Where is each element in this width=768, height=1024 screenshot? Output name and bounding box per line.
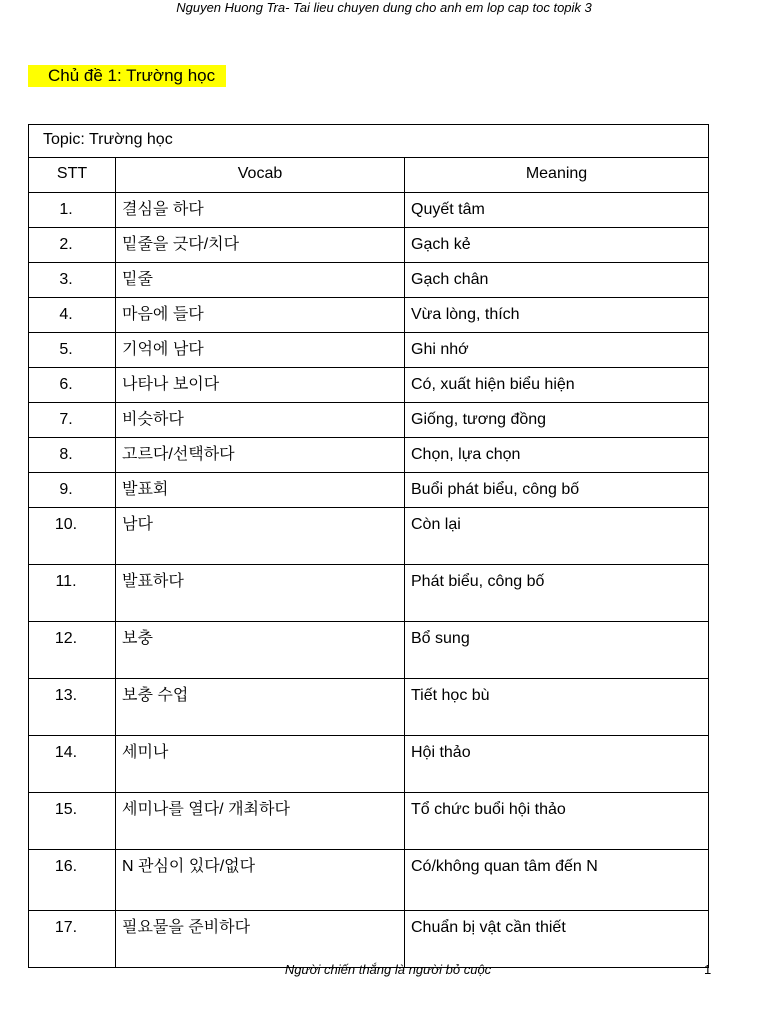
table-row <box>29 565 709 622</box>
row-meaning: Buổi phát biểu, công bố <box>411 481 580 498</box>
row-number: 14. <box>54 744 78 761</box>
table-topic-label: Topic: Trường học <box>43 131 173 148</box>
table-row <box>29 736 709 793</box>
row-meaning: Chọn, lựa chọn <box>411 446 521 463</box>
row-meaning: Ghi nhớ <box>411 341 469 358</box>
table-row <box>29 622 709 679</box>
row-number: 16. <box>54 858 78 875</box>
row-meaning: Bổ sung <box>411 630 470 647</box>
row-number: 13. <box>54 687 78 704</box>
table-row <box>29 228 709 263</box>
row-number: 11. <box>55 573 77 590</box>
row-vocab: 발표회 <box>122 481 169 498</box>
row-vocab: 필요물을 준비하다 <box>122 919 251 936</box>
table-row <box>29 193 709 228</box>
table-row <box>29 403 709 438</box>
table-row <box>29 679 709 736</box>
row-number: 1. <box>59 201 73 218</box>
row-vocab: 비슷하다 <box>122 411 184 428</box>
row-number: 5. <box>59 341 73 358</box>
row-number: 15. <box>54 801 78 818</box>
table-header-row <box>29 158 709 193</box>
row-vocab: 보충 수업 <box>122 687 189 704</box>
row-vocab: 보충 <box>122 630 153 647</box>
row-number: 7. <box>59 411 73 428</box>
row-vocab: 남다 <box>122 516 153 533</box>
column-header-vocab: Vocab <box>237 165 283 182</box>
row-meaning: Vừa lòng, thích <box>411 306 520 323</box>
row-meaning: Chuẩn bị vật cần thiết <box>411 919 566 936</box>
footer-text: Người chiến thắng là người bỏ cuộc <box>284 962 492 977</box>
row-number: 17. <box>54 919 78 936</box>
column-header-meaning: Meaning <box>525 165 588 182</box>
row-number: 10. <box>54 516 78 533</box>
row-number: 2. <box>59 236 73 253</box>
row-meaning: Hội thảo <box>411 744 471 761</box>
page-header: Nguyen Huong Tra- Tai lieu chuyen dung cho anh em lop cap toc topik 3 <box>176 0 592 15</box>
row-number: 12. <box>54 630 78 647</box>
row-meaning: Có/không quan tâm đến N <box>411 858 598 875</box>
row-vocab: 세미나 <box>122 744 169 761</box>
table-row <box>29 263 709 298</box>
row-meaning: Có, xuất hiện biểu hiện <box>411 376 575 393</box>
row-meaning: Giống, tương đồng <box>411 411 547 428</box>
row-number: 9. <box>59 481 73 498</box>
table-row <box>29 473 709 508</box>
table-row <box>29 333 709 368</box>
row-vocab: 밑줄 <box>122 271 153 288</box>
row-vocab: N 관심이 있다/없다 <box>122 858 256 875</box>
row-vocab: 발표하다 <box>122 573 184 590</box>
page-number: 1 <box>704 962 712 977</box>
row-number: 4. <box>59 306 73 323</box>
row-meaning: Gạch kẻ <box>411 236 471 253</box>
row-vocab: 세미나를 열다/ 개최하다 <box>122 801 290 818</box>
row-number: 3. <box>59 271 73 288</box>
table-row <box>29 508 709 565</box>
topic-title: Chủ đề 1: Trường học <box>28 65 226 87</box>
table-row <box>29 368 709 403</box>
table-row <box>29 438 709 473</box>
table-row <box>29 793 709 850</box>
row-vocab: 기억에 남다 <box>122 341 204 358</box>
row-meaning: Tổ chức buổi hội thảo <box>411 801 566 818</box>
table-row <box>29 298 709 333</box>
row-meaning: Còn lại <box>411 516 461 533</box>
row-vocab: 마음에 들다 <box>122 306 204 323</box>
table-row <box>29 850 709 911</box>
row-meaning: Phát biểu, công bố <box>411 573 545 590</box>
row-vocab: 나타나 보이다 <box>122 376 220 393</box>
row-meaning: Gạch chân <box>411 271 489 288</box>
row-number: 8. <box>59 446 73 463</box>
vocab-table <box>28 124 709 968</box>
row-vocab: 결심을 하다 <box>122 201 204 218</box>
row-number: 6. <box>59 376 73 393</box>
row-vocab: 밑줄을 긋다/치다 <box>122 236 240 253</box>
table-topic-row <box>29 125 709 158</box>
table-row <box>29 911 709 968</box>
column-header-stt: STT <box>56 165 88 182</box>
row-vocab: 고르다/선택하다 <box>122 446 235 463</box>
row-meaning: Tiết học bù <box>411 687 490 704</box>
row-meaning: Quyết tâm <box>411 201 485 218</box>
